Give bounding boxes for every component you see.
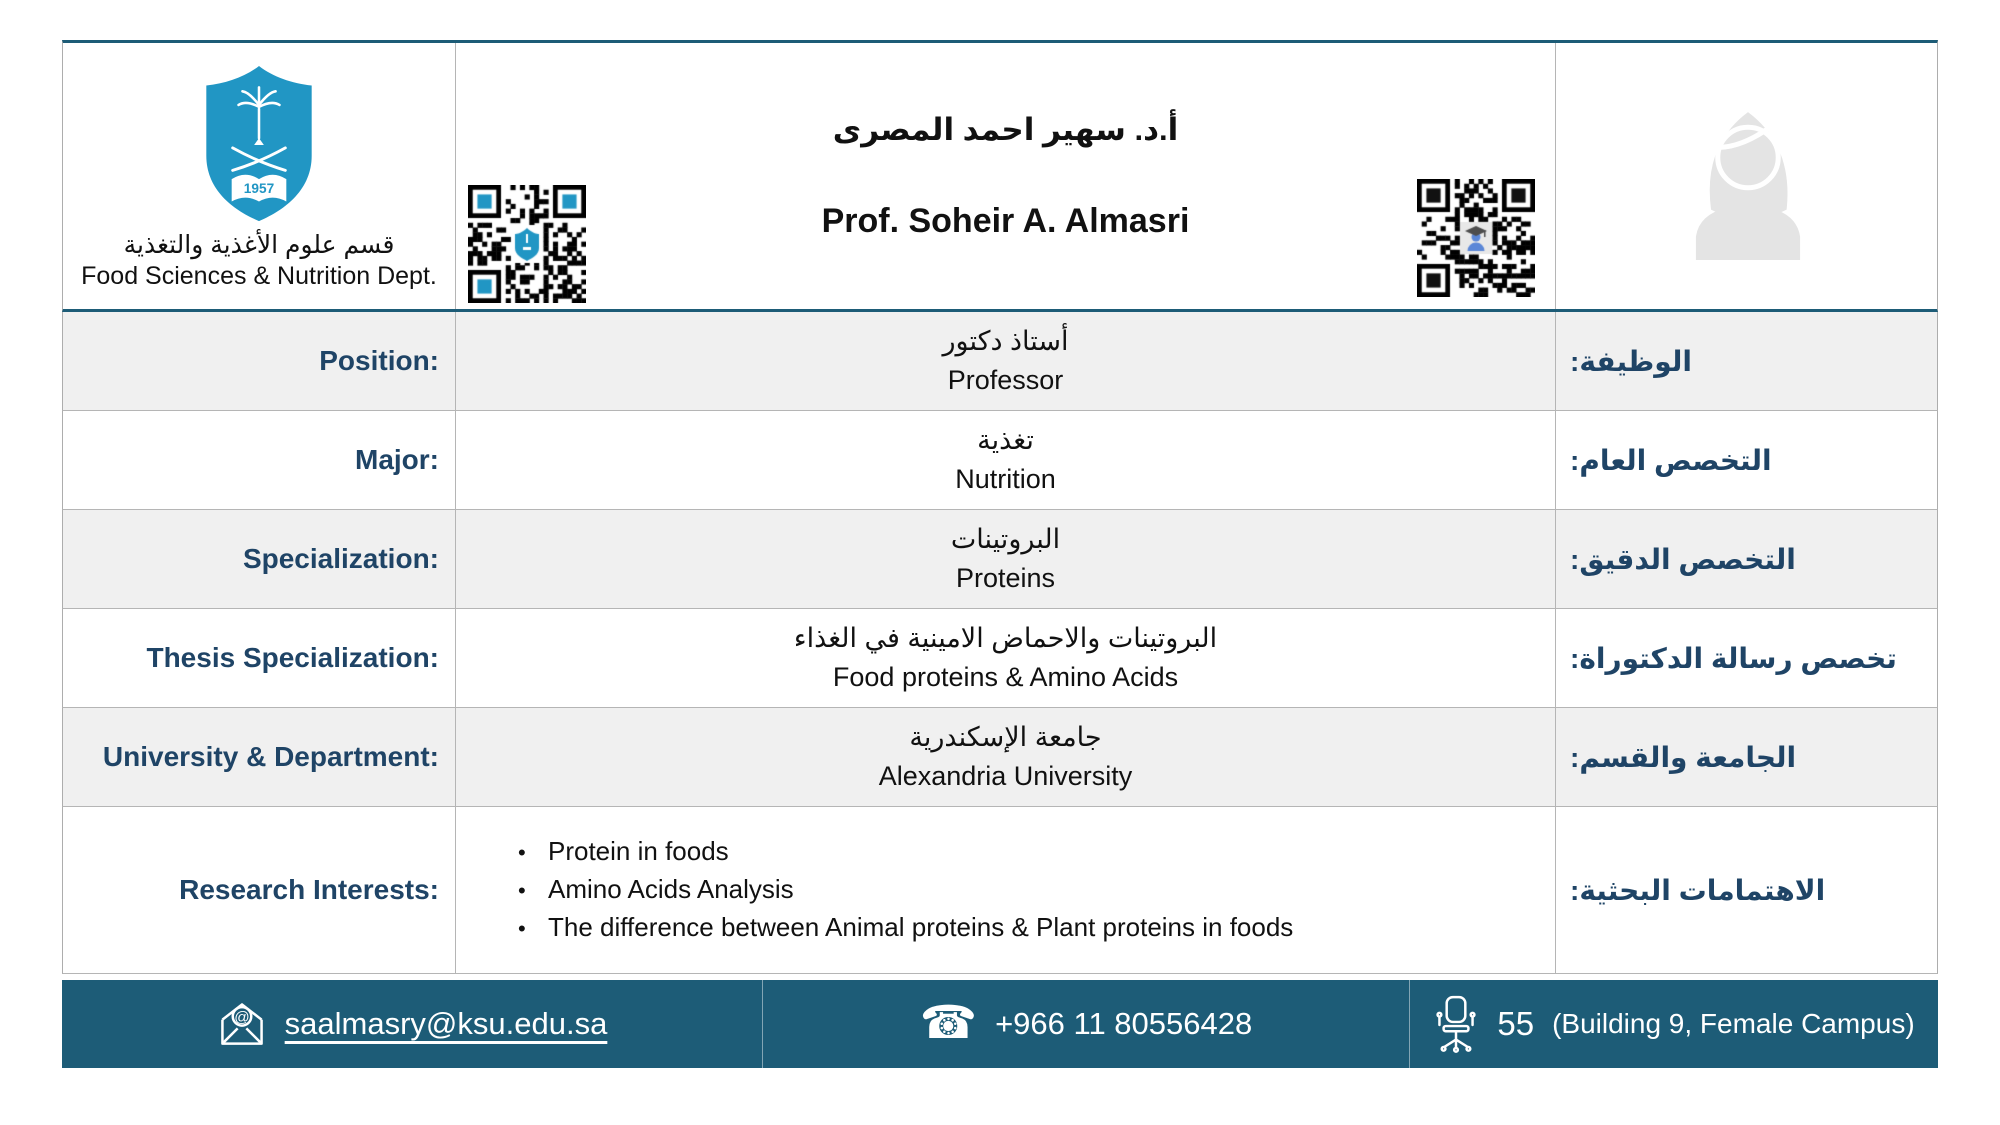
footer-email-section (62, 980, 762, 1068)
row-label-en: Thesis Specialization: (63, 609, 456, 707)
row-value-english: Food proteins & Amino Acids (832, 662, 1179, 692)
list-item (504, 909, 1293, 947)
row-value-english: Alexandria University (878, 761, 1133, 791)
table-row-major (62, 411, 1938, 510)
row-label-en: University & Department: (63, 708, 456, 806)
table-row-position (62, 312, 1938, 411)
row-label-en: Major: (63, 411, 456, 509)
table-row-research-interests (62, 807, 1938, 974)
row-label-en: Research Interests: (63, 807, 456, 973)
name-block (456, 43, 1556, 309)
row-label-ar: التخصص العام: (1570, 444, 1772, 476)
professor-name-arabic: أ.د. سهير احمد المصرى (832, 111, 1179, 147)
phone-icon: ☎ (919, 996, 978, 1048)
contact-footer (62, 980, 1938, 1068)
table-row-university-department (62, 708, 1938, 807)
row-value-english: Professor (947, 365, 1064, 395)
row-value (456, 510, 1556, 608)
row-label-en: Position: (63, 312, 456, 410)
row-label-ar: الوظيفة: (1570, 345, 1692, 377)
research-item-text: Amino Acids Analysis (548, 874, 794, 904)
department-name-english: Food Sciences & Nutrition Dept. (81, 261, 437, 290)
phone-number: +966 11 80556428 (995, 1006, 1253, 1041)
row-value (456, 708, 1556, 806)
email-icon (217, 1001, 267, 1047)
row-value (456, 411, 1556, 509)
footer-office-section (1409, 980, 1938, 1068)
qr-code-profile (1417, 179, 1535, 297)
qr-code-department (468, 185, 586, 303)
row-value-arabic: البروتينات (950, 524, 1061, 554)
row-value-arabic: أستاذ دكتور (942, 326, 1069, 356)
logo-year-label: 1957 (243, 180, 275, 196)
research-interests-list (456, 807, 1556, 973)
list-item (504, 871, 794, 909)
department-name-arabic: قسم علوم الأغذية والتغذية (123, 230, 395, 259)
svg-text:@: @ (233, 1008, 250, 1026)
avatar-placeholder-icon (1664, 85, 1832, 267)
photo-cell (1556, 43, 1939, 309)
table-row-thesis-specialization (62, 609, 1938, 708)
department-block (63, 43, 456, 309)
email-link[interactable]: saalmasry@ksu.edu.sa (284, 1006, 608, 1041)
row-value-arabic: البروتينات والاحماض الامينية في الغذاء (793, 623, 1218, 653)
professor-name-english: Prof. Soheir A. Almasri (821, 201, 1190, 240)
office-number: 55 (1497, 1005, 1535, 1042)
office-detail: (Building 9, Female Campus) (1552, 1008, 1915, 1039)
bullet-icon: • (518, 840, 526, 865)
row-label-en: Specialization: (63, 510, 456, 608)
row-label-ar: تخصص رسالة الدكتوراة: (1570, 642, 1897, 674)
row-value (456, 312, 1556, 410)
card-header (62, 40, 1938, 312)
row-label-ar: الجامعة والقسم: (1570, 741, 1797, 773)
table-row-specialization (62, 510, 1938, 609)
office-chair-icon (1433, 994, 1479, 1054)
ksu-logo-icon (198, 64, 320, 224)
list-item (504, 833, 729, 871)
row-label-ar: التخصص الدقيق: (1570, 543, 1796, 575)
footer-phone-section (762, 980, 1409, 1068)
row-label-ar: الاهتمامات البحثية: (1570, 874, 1826, 906)
row-value-arabic: تغذية (977, 425, 1034, 455)
research-item-text: Protein in foods (548, 836, 729, 866)
research-item-text: The difference between Animal proteins & Plant proteins in foods (548, 912, 1294, 942)
bullet-icon: • (518, 916, 526, 941)
row-value-arabic: جامعة الإسكندرية (909, 722, 1102, 752)
row-value (456, 609, 1556, 707)
row-value-english: Nutrition (955, 464, 1056, 494)
row-value-english: Proteins (955, 563, 1056, 593)
faculty-profile-card (62, 40, 1938, 1068)
bullet-icon: • (518, 878, 526, 903)
